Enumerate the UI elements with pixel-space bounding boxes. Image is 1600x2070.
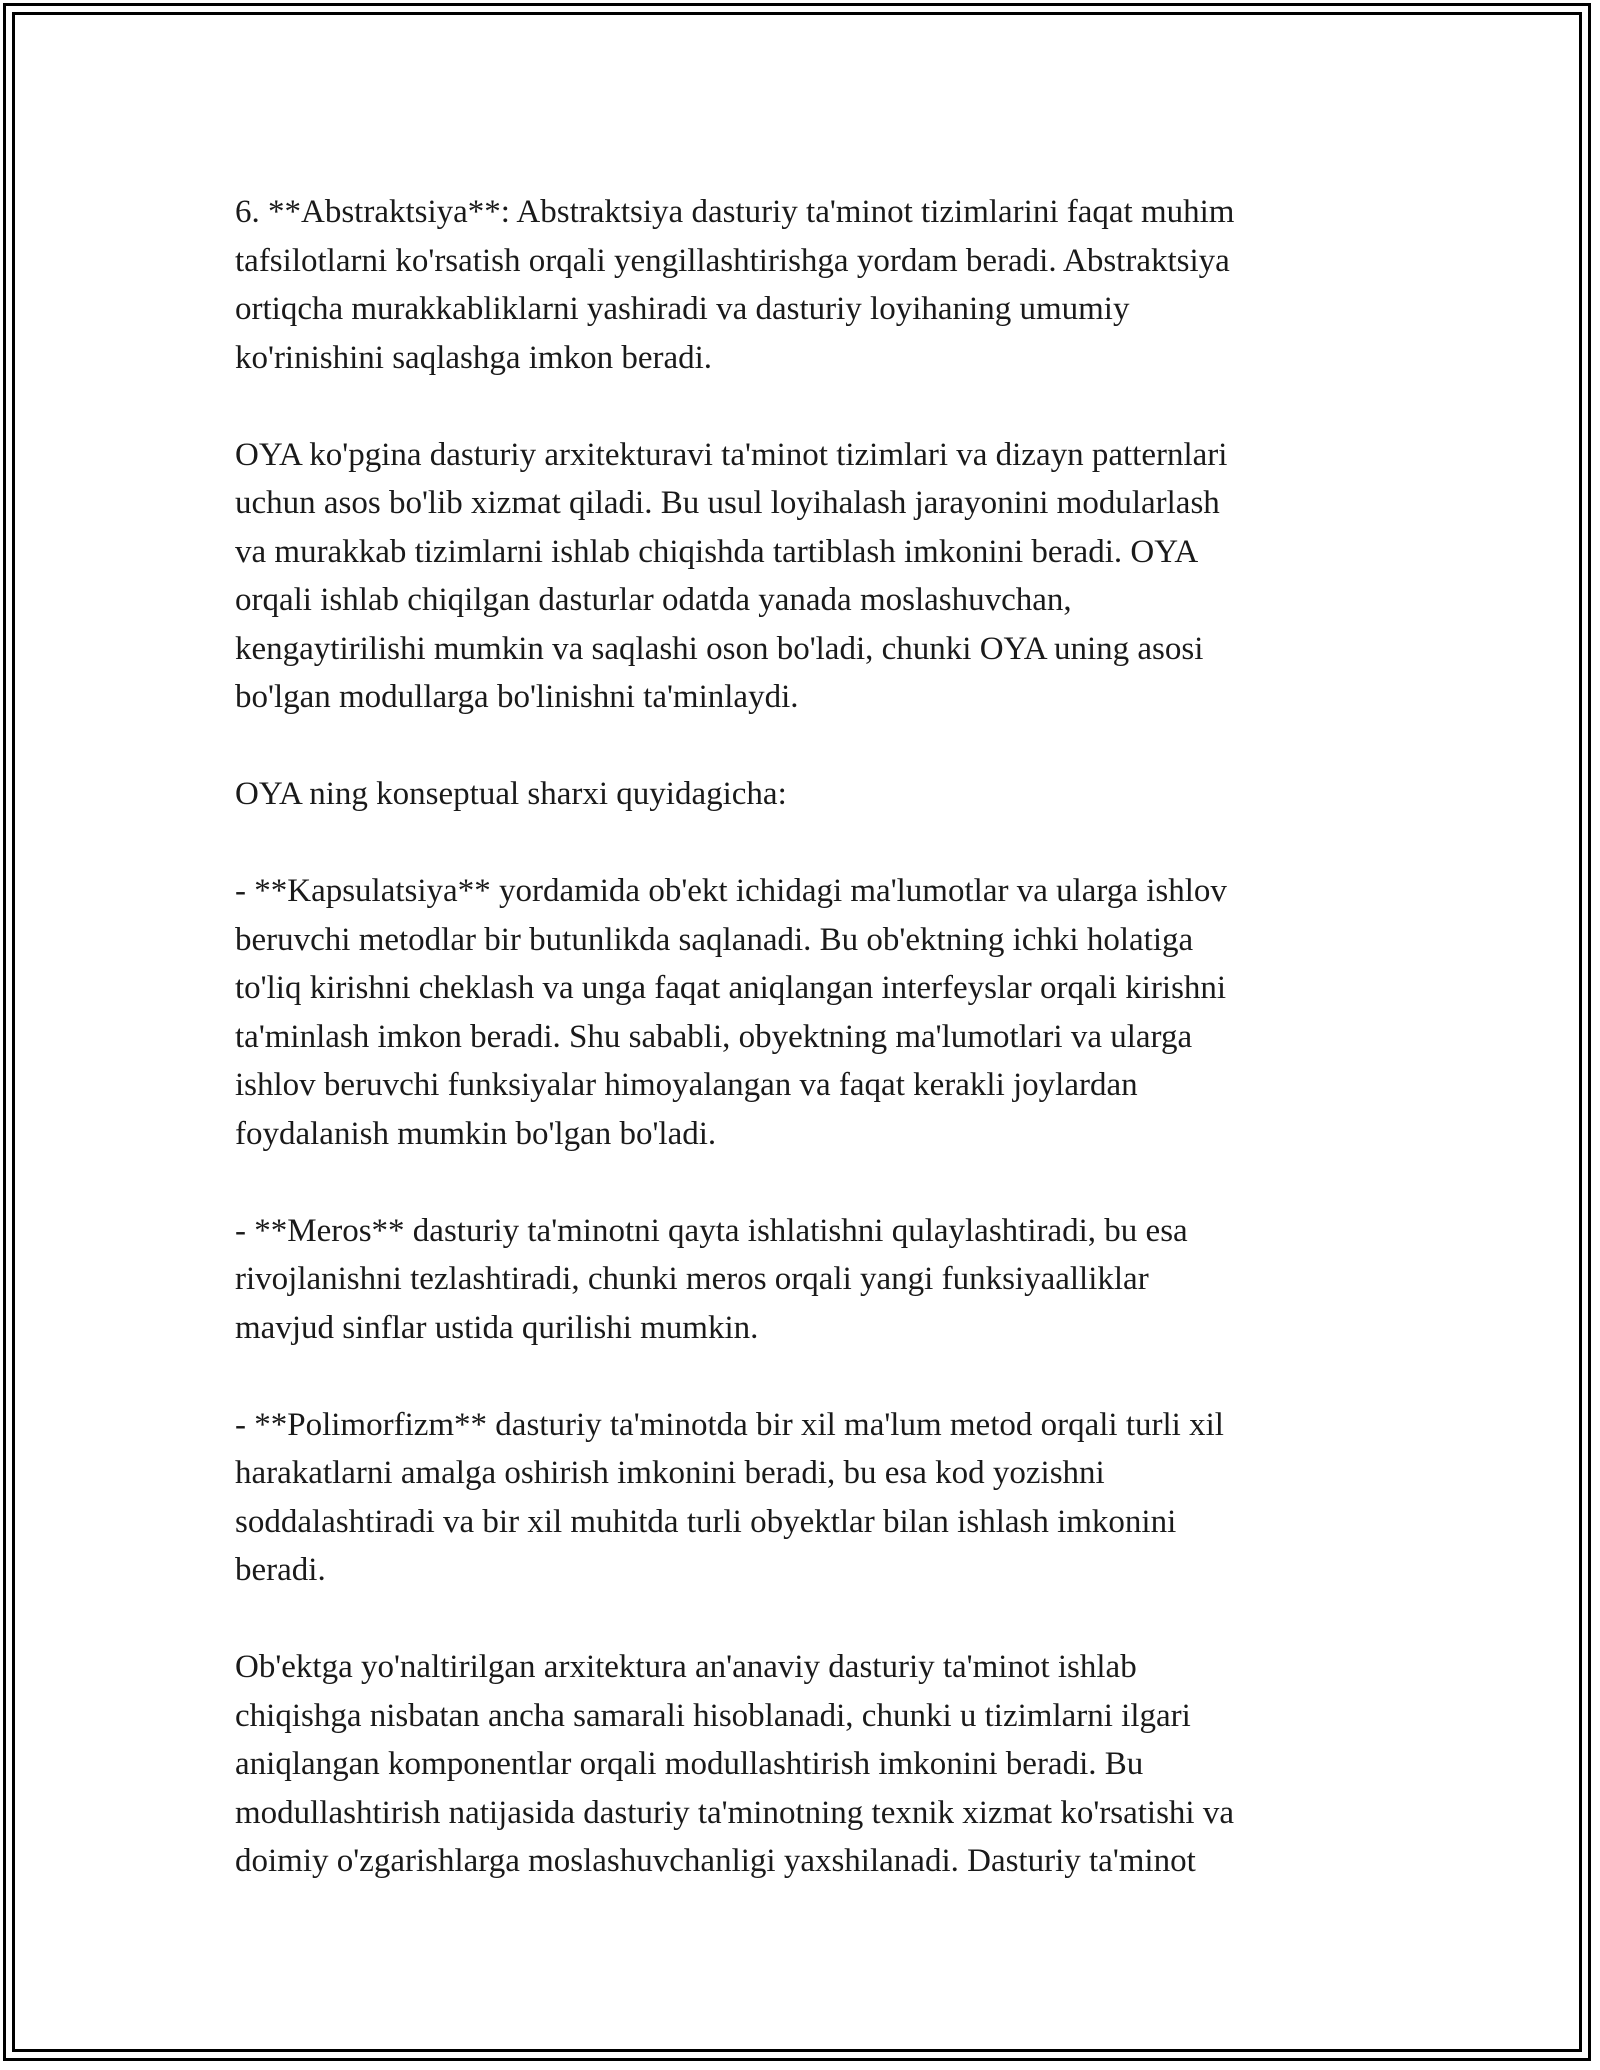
document-body — [235, 188, 1365, 1886]
text-line: ortiqcha murakkabliklarni yashiradi va dasturiy loyihaning umumiy — [235, 291, 1130, 327]
text-line: modullashtirish natijasida dasturiy ta'minotning texnik xizmat ko'rsatishi va — [235, 1794, 1234, 1831]
text-line: soddalashtiradi va bir xil muhitda turli obyektlar bilan ishlash imkonini — [235, 1503, 1177, 1540]
text-line: kengaytirilishi mumkin va saqlashi oson bo'ladi, chunki OYA uning asosi — [235, 630, 1204, 667]
text-line: 6. **Abstraktsiya**: Abstraktsiya dasturiy ta'minot tizimlarini faqat muhim — [235, 194, 1235, 230]
text-line: bo'lgan modullarga bo'linishni ta'minlaydi. — [235, 679, 799, 715]
text-line: - **Kapsulatsiya** yordamida ob'ekt ichidagi ma'lumotlar va ularga ishlov — [235, 873, 1227, 909]
paragraph-meros — [235, 1207, 1365, 1353]
text-line: ko'rinishini saqlashga imkon beradi. — [235, 339, 713, 376]
text-line: va murakkab tizimlarni ishlab chiqishda tartiblash imkonini beradi. OYA — [235, 533, 1199, 570]
text-line: OYA ning konseptual sharxi quyidagicha: — [235, 776, 787, 812]
text-line: Ob'ektga yo'naltirilgan arxitektura an'anaviy dasturiy ta'minot ishlab — [235, 1649, 1137, 1685]
text-line: orqali ishlab chiqilgan dasturlar odatda yanada moslashuvchan, — [235, 582, 1072, 618]
text-line: beruvchi metodlar bir butunlikda saqlanadi. Bu ob'ektning ichki holatiga — [235, 921, 1194, 958]
text-line: - **Polimorfizm** dasturiy ta'minotda bir xil ma'lum metod orqali turli xil — [235, 1406, 1224, 1443]
text-line: foydalanish mumkin bo'lgan bo'ladi. — [235, 1115, 717, 1152]
text-line: - **Meros** dasturiy ta'minotni qayta ishlatishni qulaylashtiradi, bu esa — [235, 1212, 1188, 1249]
text-line: tafsilotlarni ko'rsatish orqali yengillashtirishga yordam beradi. Abstraktsiya — [235, 242, 1230, 279]
text-line: ishlov beruvchi funksiyalar himoyalangan va faqat kerakli joylardan — [235, 1067, 1138, 1103]
text-line: ta'minlash imkon beradi. Shu sababli, obyektning ma'lumotlari va ularga — [235, 1018, 1193, 1055]
paragraph-polimorfizm — [235, 1401, 1365, 1595]
paragraph-oya-overview — [235, 770, 1365, 819]
text-line: uchun asos bo'lib xizmat qiladi. Bu usul loyihalash jarayonini modularlash — [235, 485, 1220, 521]
text-line: aniqlangan komponentlar orqali modullashtirish imkonini beradi. Bu — [235, 1746, 1144, 1782]
text-line: doimiy o'zgarishlarga moslashuvchanligi yaxshilanadi. Dasturiy ta'minot — [235, 1843, 1196, 1879]
paragraph-abstraktsiya — [235, 188, 1365, 382]
text-line: harakatlarni amalga oshirish imkonini beradi, bu esa kod yozishni — [235, 1455, 1105, 1491]
text-line: mavjud sinflar ustida qurilishi mumkin. — [235, 1309, 759, 1346]
text-line: chiqishga nisbatan ancha samarali hisoblanadi, chunki u tizimlarni ilgari — [235, 1697, 1191, 1734]
text-line: beradi. — [235, 1552, 326, 1588]
paragraph-oya-basis — [235, 431, 1365, 722]
paragraph-oop-architecture — [235, 1643, 1365, 1886]
text-line: to'liq kirishni cheklash va unga faqat aniqlangan interfeyslar orqali kirishni — [235, 970, 1227, 1006]
text-line: rivojlanishni tezlashtiradi, chunki meros orqali yangi funksiyaalliklar — [235, 1261, 1149, 1297]
text-line: OYA ko'pgina dasturiy arxitekturavi ta'minot tizimlari va dizayn patternlari — [235, 436, 1228, 473]
paragraph-kapsulatsiya — [235, 867, 1365, 1158]
